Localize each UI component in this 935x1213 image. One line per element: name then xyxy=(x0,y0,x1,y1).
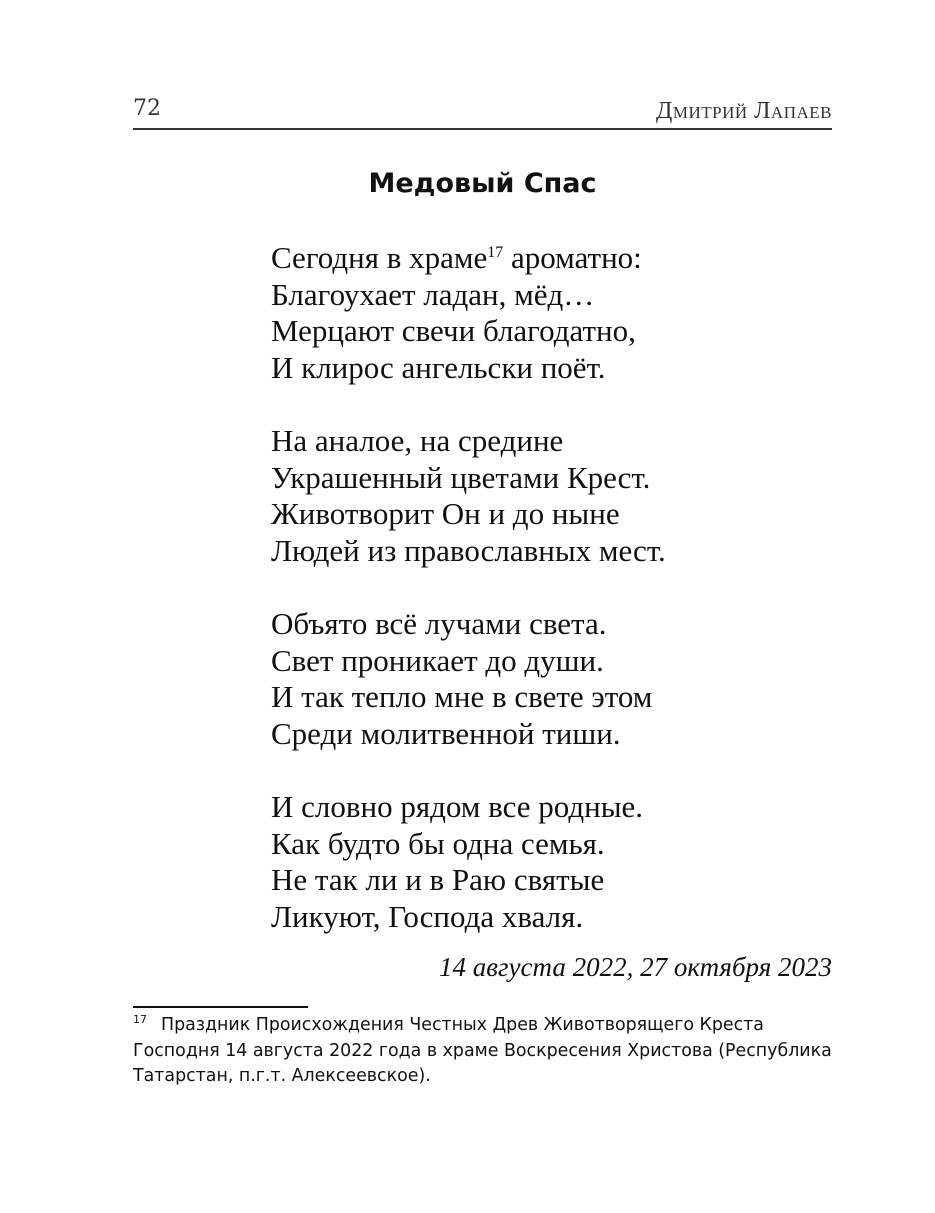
verse-line: Среди молитвенной тиши. xyxy=(271,715,621,751)
verse-line: И клирос ангельски поёт. xyxy=(271,349,606,385)
footnote-rule xyxy=(133,1006,308,1008)
verse-line: И так тепло мне в свете этом xyxy=(271,679,653,715)
footnote-mark: 17 xyxy=(133,1013,147,1027)
poem-title: Медовый Спас xyxy=(368,168,597,199)
stanza-4 xyxy=(271,789,791,935)
verse-line: Не так ли и в Раю святые xyxy=(271,862,605,898)
verse-line: На аналое, на средине xyxy=(271,422,564,458)
verse-line: Людей из православных мест. xyxy=(271,532,666,568)
running-head-author: Дмитрий Лапаев xyxy=(656,98,832,124)
verse-line xyxy=(271,240,791,277)
page-number: 72 xyxy=(133,96,161,121)
footnote xyxy=(133,1013,833,1090)
verse-line: Животворит Он и до ныне xyxy=(271,496,620,532)
verse-line: Как будто бы одна семья. xyxy=(271,825,605,861)
verse-line-text: ароматно: xyxy=(503,240,642,275)
verse-line-text: Сегодня в храме xyxy=(271,240,488,275)
poem-date: 14 августа 2022, 27 октября 2023 xyxy=(439,952,832,982)
stanza-3 xyxy=(271,606,791,752)
stanza-2 xyxy=(271,423,791,569)
footnote-text: Праздник Происхождения Честных Древ Животворящего Креста Господня 14 августа 2022 года в храме Воскресения Христова (Республика Татарстан, п.г.т. Алексеевское). xyxy=(133,1015,832,1087)
verse-line: Объято всё лучами света. xyxy=(271,605,607,641)
verse-line: И словно рядом все родные. xyxy=(271,788,644,824)
poem-body xyxy=(271,240,791,935)
verse-line: Благоухает ладан, мёд… xyxy=(271,276,595,312)
stanza-1 xyxy=(271,240,791,386)
verse-line: Мерцают свечи благодатно, xyxy=(271,313,636,349)
verse-line: Свет проникает до души. xyxy=(271,642,604,678)
verse-line: Украшенный цветами Крест. xyxy=(271,459,651,495)
header-rule xyxy=(133,128,832,130)
verse-line: Ликуют, Господа хваля. xyxy=(271,898,584,934)
footnote-reference[interactable]: 17 xyxy=(487,243,504,261)
page-header xyxy=(133,94,832,128)
